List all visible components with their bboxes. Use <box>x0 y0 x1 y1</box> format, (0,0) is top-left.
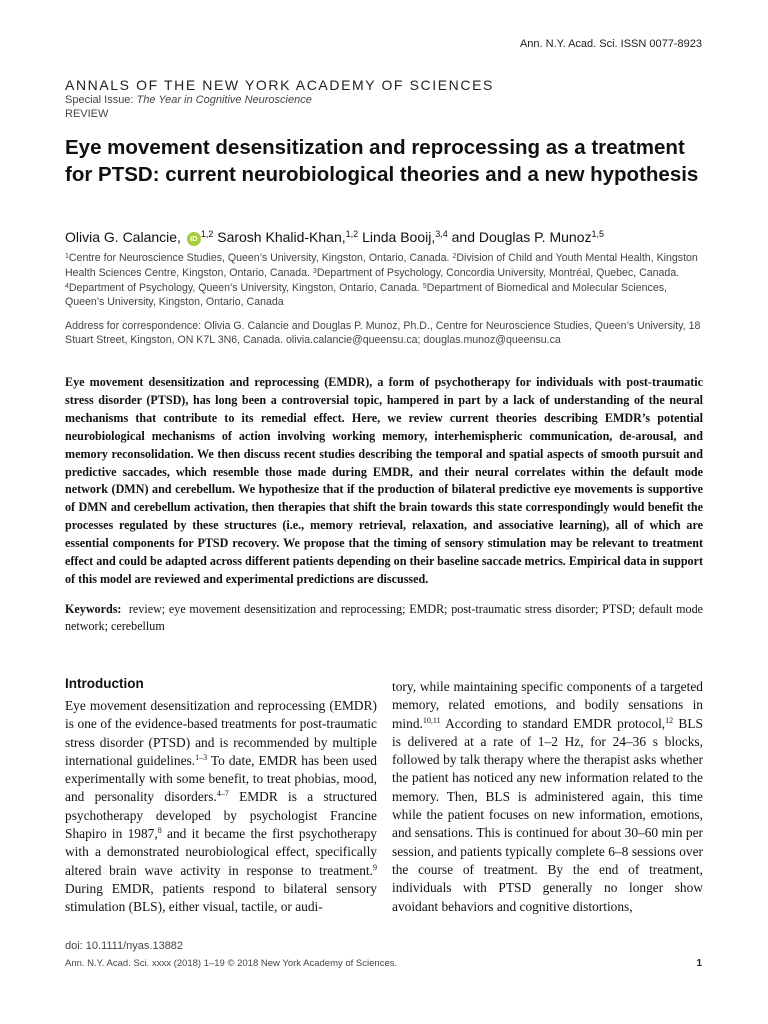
author-affiliation-ref: 3,4 <box>435 229 448 239</box>
keywords-label: Keywords: <box>65 602 122 616</box>
journal-name: ANNALS OF THE NEW YORK ACADEMY OF SCIENCES <box>65 77 494 93</box>
orcid-icon[interactable]: iD <box>187 232 201 246</box>
keywords-text: review; eye movement desensitization and reprocessing; EMDR; post-traumatic stress disorder; PTSD; default mode network; cerebellum <box>65 602 703 633</box>
special-issue-title: The Year in Cognitive Neuroscience <box>136 94 312 106</box>
footer-citation: Ann. N.Y. Acad. Sci. xxxx (2018) 1–19 © 2018 New York Academy of Sciences. <box>65 958 398 969</box>
affiliation-number: 2 <box>452 253 457 260</box>
body-text: Eye movement desensitization and reprocessing (EMDR) is one of the evidence-based treatments for post-traumatic stress disorder (PTSD) and is recommended by multiple international guidelines. <box>65 698 377 768</box>
correspondence-address: Address for correspondence: Olivia G. Calancie and Douglas P. Munoz, Ph.D., Centre for Neuroscience Studies, Queen’s University, 18 Stuart Street, Kingston, ON K7L 3N6, Canada. olivia.calancie@queensu.ca; douglas.munoz@queensu.ca <box>65 320 701 346</box>
citation-ref[interactable]: 1–3 <box>195 752 208 762</box>
author-affiliation-ref: 1,2 <box>200 229 214 239</box>
keywords <box>65 601 703 635</box>
section-heading-introduction: Introduction <box>65 676 144 691</box>
special-issue <box>65 94 312 106</box>
author-affiliation-ref: 1,5 <box>591 229 604 239</box>
page-number: 1 <box>696 958 702 969</box>
journal-reference: Ann. N.Y. Acad. Sci. ISSN 0077-8923 <box>519 38 702 50</box>
author-name: Sarosh Khalid-Khan, <box>217 229 346 245</box>
affiliation-text: Division of Child and Youth Mental Health, Kingston Health Sciences Centre, Kingston, Ontario, Canada. <box>65 252 698 279</box>
doi-link[interactable]: doi: 10.1111/nyas.13882 <box>65 940 184 952</box>
author-name: Linda Booij, <box>362 229 436 245</box>
body-text: BLS is delivered at a rate of 1–2 Hz, for 24–36 s blocks, followed by talk therapy where the therapist asks whether the patient has noticed any new information related to the memory. Then, BLS is administered again, this time while the patient focuses on new information, emotions, and sensations. This is continued for about 30–60 min per session, and patients typically complete 6–8 sessions over the course of treatment. By the end of treatment, individuals with PTSD generally no longer show avoidant behaviors and cognitive distortions, <box>392 715 703 914</box>
citation-ref[interactable]: 9 <box>373 862 377 872</box>
article-type: REVIEW <box>65 108 109 120</box>
citation-ref[interactable]: 12 <box>665 715 674 725</box>
introduction-paragraph <box>65 697 377 917</box>
body-text: tory, while maintaining specific components of a targeted memory, related emotions, and bodily sensations in mind. <box>392 679 703 731</box>
body-text: During EMDR, patients respond to bilateral sensory stimulation (BLS), either visual, tactile, or audi- <box>65 880 377 915</box>
affiliation-number: 1 <box>65 253 69 260</box>
author-name: and Douglas P. Munoz <box>451 229 592 245</box>
special-issue-prefix: Special Issue: <box>65 94 137 106</box>
affiliation-text: Department of Psychology, Queen’s University, Kingston, Ontario, Canada. <box>68 282 423 294</box>
body-text: To date, EMDR has been used experimentally with some benefit, to treat phobias, mood, and personality disorders. <box>65 752 377 805</box>
affiliation-text: Department of Biomedical and Molecular Sciences, Queen’s University, Kingston, Ontario, Canada <box>65 282 667 308</box>
abstract: Eye movement desensitization and reprocessing (EMDR), a form of psychotherapy for individuals with post-traumatic stress disorder (PTSD), has long been a controversial topic, hampered in part by a lack of understanding of the neural mechanisms that contribute to its remedial effect. Here, we review current theories describing EMDR’s potential neurobiological mechanisms of action involving working memory, interhemispheric communication, de-arousal, and memory reconsolidation. We then discuss recent studies describing the temporal and spatial aspects of smooth pursuit and predictive saccades, which resemble those made during EMDR, and their neural correlates within the default mode network (DMN) and cerebellum. We hypothesize that if the production of bilateral predictive eye movements is supportive of DMN and cerebellum activation, then therapies that shift the brain towards this state correspondingly would benefit the processes regulated by these structures (i.e., memory retrieval, relaxation, and associative learning), all of which are essential components for PTSD recovery. We propose that the timing of sensory stimulation may be relevant to treatment effect and could be adapted across different patients depending on their baseline saccade metrics. Empirical data in support of this model are reviewed and experimental predictions are discussed. <box>65 375 703 586</box>
citation-ref[interactable]: 4–7 <box>216 789 229 799</box>
citation-ref[interactable]: 8 <box>157 826 162 836</box>
citation-ref[interactable]: 10,11 <box>422 715 441 725</box>
affiliation-text: Centre for Neuroscience Studies, Queen’s University, Kingston, Ontario, Canada. <box>68 252 453 264</box>
body-column-right <box>392 678 703 916</box>
affiliations <box>65 250 705 309</box>
author-list <box>65 229 715 246</box>
body-text: and it became the first psychotherapy with a demonstrated neurobiological effect, specifically altered brain wave activity in response to treatment. <box>65 826 377 878</box>
affiliation-text: Department of Psychology, Concordia University, Montréal, Quebec, Canada. <box>316 267 680 279</box>
affiliation-number: 5 <box>422 283 427 290</box>
affiliation-number: 3 <box>312 268 317 275</box>
author-name: Olivia G. Calancie, <box>65 229 181 245</box>
introduction-paragraph-continued <box>392 678 703 916</box>
body-text: According to standard EMDR protocol, <box>440 715 666 731</box>
body-column-left <box>65 676 377 917</box>
affiliation-number: 4 <box>65 283 69 290</box>
author-affiliation-ref: 1,2 <box>345 229 359 239</box>
article-title: Eye movement desensitization and reprocessing as a treatment for PTSD: current neurobiological theories and a new hypothesis <box>65 136 699 186</box>
body-text: EMDR is a structured psychotherapy developed by psychologist Francine Shapiro in 1987, <box>65 789 377 842</box>
